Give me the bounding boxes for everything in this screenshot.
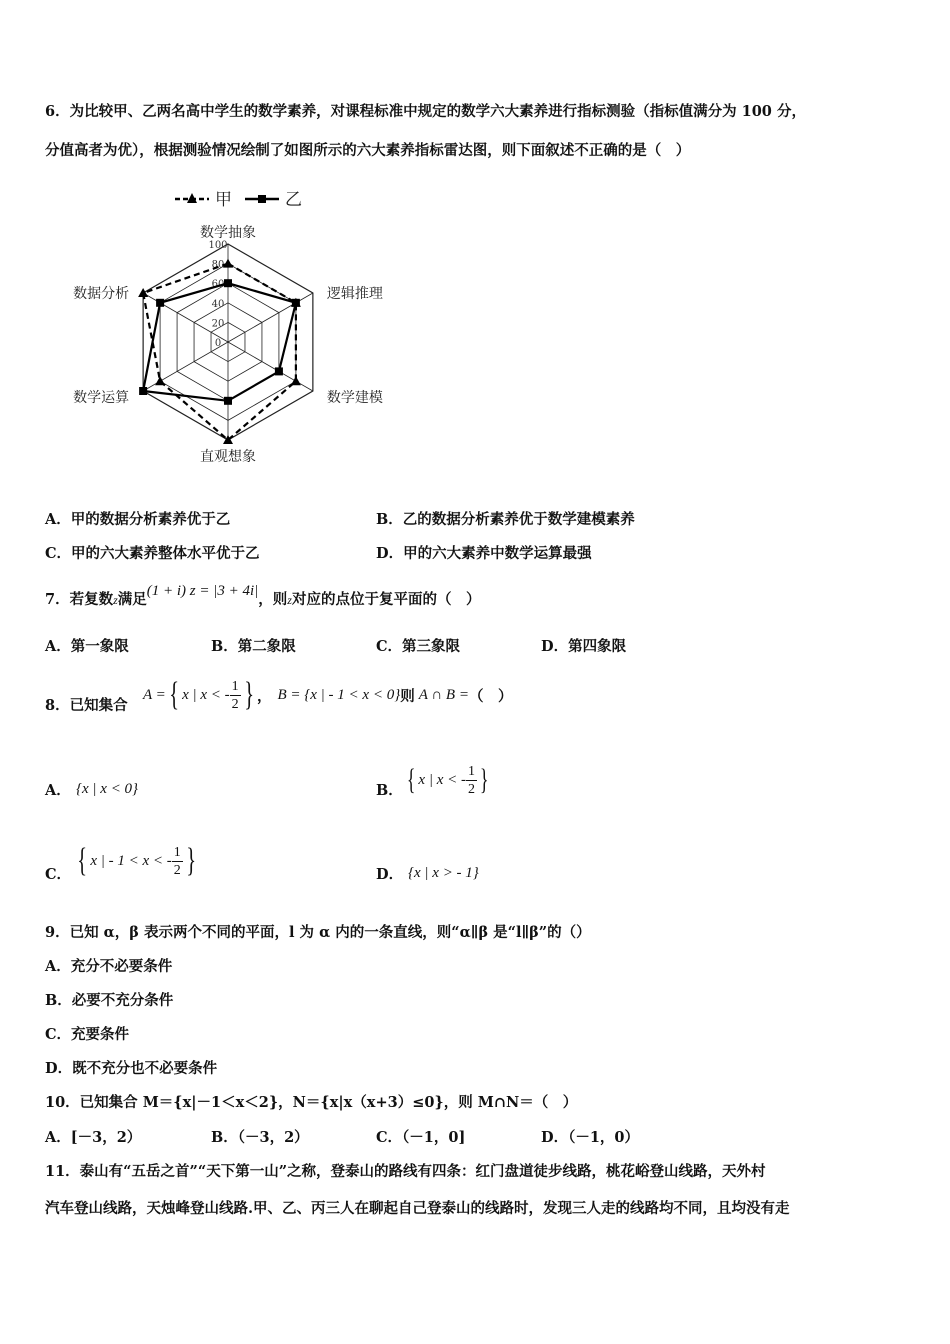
q8-then: 则	[400, 687, 415, 705]
tick-label: 20	[211, 318, 225, 330]
q8-comma: ，	[256, 687, 272, 705]
q7-var2: z	[287, 593, 292, 607]
data-point-square	[156, 299, 164, 307]
q11-stem-line2: 汽车登山线路，天烛峰登山线路.甲、乙、丙三人在聊起自己登泰山的线路时，发现三人走的线路均不同，且均没有走	[45, 1200, 790, 1217]
legend-marker-square	[258, 195, 266, 203]
q10-stem: 10．已知集合 M＝{x|－1＜x＜2}，N＝{x|x（x+3）≤0}，则 M∩N＝（ ）	[45, 1094, 578, 1111]
q10-option-a[interactable]: A．[－3，2）	[45, 1129, 142, 1146]
q9-option-d[interactable]: D．既不充分也不必要条件	[45, 1060, 218, 1077]
q7-formula: (1 + i) z = |3 + 4i|	[146, 583, 259, 599]
q8-set-a-left: A =	[143, 686, 166, 703]
q6-stem-line1: 6．为比较甲、乙两名高中学生的数学素养，对课程标准中规定的数学六大素养进行指标测验（指标值满分为 100 分，	[45, 103, 806, 120]
tick-label: 0	[214, 338, 222, 349]
axis-label: 直观想象	[200, 449, 256, 465]
q7-option-a[interactable]: A．第一象限	[45, 638, 129, 655]
q9-option-a[interactable]: A．充分不必要条件	[45, 958, 173, 975]
data-point-square	[224, 397, 232, 405]
fraction: $\frac{1}{2}$	[173, 844, 181, 878]
tick-label: 60	[211, 279, 225, 291]
q8-option-b-label[interactable]: B．	[376, 782, 403, 799]
data-point-square	[275, 367, 283, 375]
fraction: $\frac{1}{2}$	[467, 763, 475, 797]
q6-option-b[interactable]: B．乙的数据分析素养优于数学建模素养	[376, 511, 635, 528]
q7-var: z	[113, 593, 118, 607]
q8-target: A ∩ B =	[418, 686, 469, 703]
q8-set-a	[143, 670, 512, 720]
axis-label: 数学建模	[326, 390, 383, 406]
radar-chart	[65, 182, 405, 467]
tick-label: 80	[211, 259, 225, 271]
radar-grid	[143, 244, 313, 440]
legend-label: 甲	[215, 190, 232, 210]
q8-option-b-body: x | x < -	[418, 771, 466, 788]
left-brace: {	[169, 676, 179, 713]
q7-suffix: ，则	[258, 591, 288, 608]
data-point-triangle	[291, 376, 301, 385]
q8-set-b: B = {x | - 1 < x < 0}	[277, 686, 401, 703]
q6-option-c[interactable]: C．甲的六大素养整体水平优于乙	[45, 545, 260, 562]
q8-option-d[interactable]: {x | x > - 1}	[408, 865, 479, 881]
q9-option-c[interactable]: C．充要条件	[45, 1026, 130, 1043]
right-brace: }	[243, 676, 254, 713]
q6-stem-line2: 分值高者为优），根据测验情况绘制了如图所示的六大素养指标雷达图，则下面叙述不正确的是（ ）	[45, 142, 691, 159]
data-point-triangle	[138, 288, 148, 297]
q8-option-c[interactable]	[74, 836, 199, 886]
q6-option-a[interactable]: A．甲的数据分析素养优于乙	[45, 511, 231, 528]
axis-label: 数学抽象	[200, 225, 256, 241]
grid-spoke	[228, 293, 313, 342]
q8-paren: （ ）	[468, 687, 513, 705]
grid-spoke	[143, 342, 228, 391]
grid-spoke	[228, 342, 313, 391]
q8-set-a-body: x | x < -	[182, 686, 230, 703]
q9-option-b[interactable]: B．必要不充分条件	[45, 992, 174, 1009]
q7-stem	[45, 583, 481, 609]
q7-option-d[interactable]: D．第四象限	[541, 638, 627, 655]
q9-stem: 9．已知 α，β 表示两个不同的平面，l 为 α 内的一条直线，则“α∥β 是“l∥β”的（）	[45, 924, 591, 941]
q8-prefix: 8．已知集合	[45, 697, 128, 714]
data-point-square	[139, 387, 147, 395]
chart-legend	[175, 190, 302, 210]
q6-option-d[interactable]: D．甲的六大素养中数学运算最强	[376, 545, 592, 562]
tick-label: 100	[208, 240, 228, 251]
q8-option-c-label[interactable]: C．	[45, 866, 72, 883]
q7-suffix2: 对应的点位于复平面的（ ）	[291, 591, 481, 608]
q7-mid: 满足	[117, 591, 147, 608]
axis-label: 数学运算	[73, 390, 130, 406]
left-brace: {	[406, 763, 416, 796]
q11-stem-line1: 11．泰山有“五岳之首”“天下第一山”之称，登泰山的路线有四条：红门盘道徒步线路，桃花峪登山线路，天外村	[45, 1163, 766, 1180]
data-point-square	[224, 279, 232, 287]
q8-option-d-label[interactable]: D．	[376, 866, 404, 883]
q10-option-c[interactable]: C．（－1，0]	[376, 1129, 466, 1146]
radar-series	[138, 259, 301, 444]
q10-option-b[interactable]: B．（－3，2）	[211, 1129, 309, 1146]
legend-label: 乙	[285, 190, 302, 210]
right-brace: }	[186, 842, 196, 879]
data-point-triangle	[155, 376, 165, 385]
data-point-square	[292, 299, 300, 307]
q7-option-b[interactable]: B．第二象限	[211, 638, 296, 655]
axis-label: 逻辑推理	[326, 286, 383, 302]
q8-option-a-label[interactable]: A．	[45, 782, 71, 799]
q8-option-c-body: x | - 1 < x < -	[90, 852, 172, 869]
q8-option-a[interactable]: {x | x < 0}	[76, 781, 139, 797]
left-brace: {	[77, 842, 88, 879]
q7-prefix: 7．若复数	[45, 591, 114, 608]
q8-option-b[interactable]	[404, 755, 491, 805]
tick-label: 40	[211, 298, 225, 310]
axis-label: 数据分析	[73, 286, 130, 302]
fraction: $\frac{1}{2}$	[231, 678, 239, 712]
q7-option-c[interactable]: C．第三象限	[376, 638, 461, 655]
q10-option-d[interactable]: D．（－1，0）	[541, 1129, 640, 1146]
right-brace: }	[479, 763, 489, 796]
data-point-triangle	[223, 259, 233, 268]
